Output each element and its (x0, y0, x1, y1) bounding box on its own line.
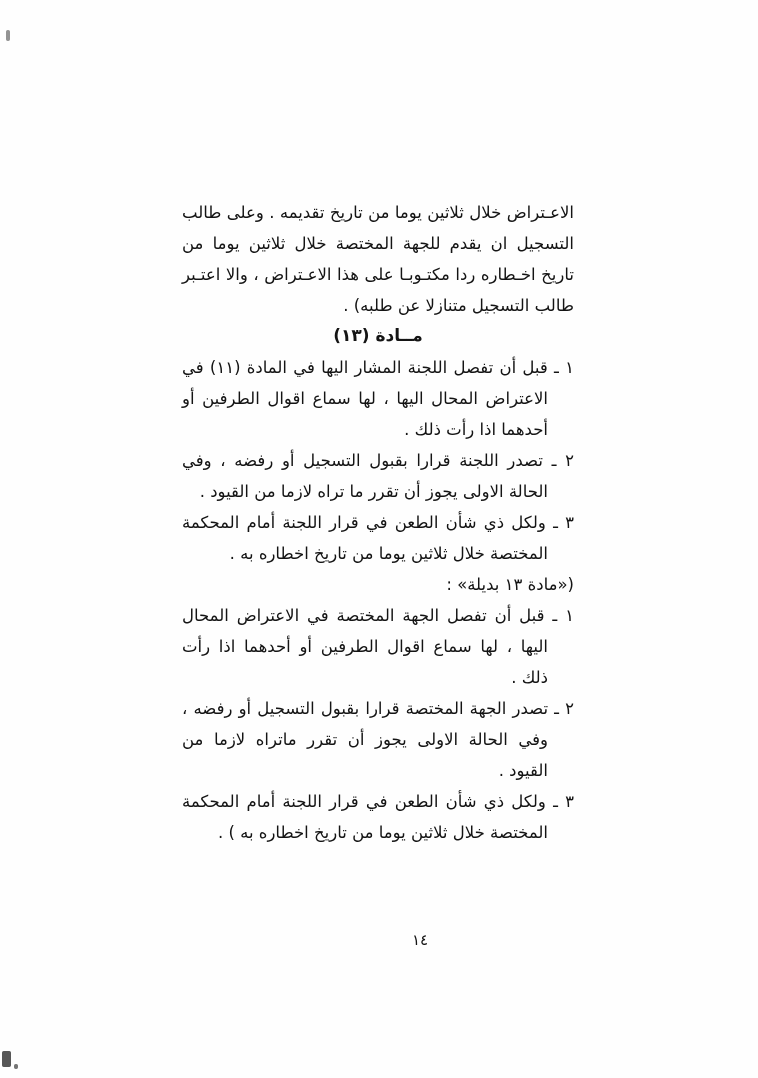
scan-artifact (6, 30, 10, 41)
page-content (182, 197, 574, 848)
alternative-item-2: ٢ ـ تصدر الجهة المختصة قرارا بقبول التسجيل أو رفضه ، وفي الحالة الاولى يجوز أن تقرر ماتراه لازما من القيود . (182, 699, 574, 780)
scan-artifact (2, 1051, 11, 1067)
alternative-item-1: ١ ـ قبل أن تفصل الجهة المختصة في الاعتراض المحال اليها ، لها سماع اقوال الطرفين أو أحدهما اذا رأت ذلك . (182, 606, 574, 687)
article-13-item-1: ١ ـ قبل أن تفصل اللجنة المشار اليها في المادة (١١) في الاعتراض المحال اليها ، لها سماع اقوال الطرفين أو أحدهما اذا رأت ذلك . (182, 358, 575, 439)
paragraph-continuation: الاعـتراض خلال ثلاثين يوما من تاريخ تقديمه . وعلى طالب التسجيل ان يقدم للجهة المختصة خلال ثلاثين يوما من تاريخ اخـطاره ردا مكتـوبـا على هذا الاعـتراض ، والا اعتـبر طالب التسجيل متنازلا عن طلبه) . (182, 203, 574, 315)
page-number: ١٤ (411, 931, 429, 949)
article-13-item-3: ٣ ـ ولكل ذي شأن الطعن في قرار اللجنة أمام المحكمة المختصة خلال ثلاثين يوما من تاريخ اخطاره به . (182, 513, 574, 563)
alternative-item-3: ٣ ـ ولكل ذي شأن الطعن في قرار اللجنة أمام المحكمة المختصة خلال ثلاثين يوما من تاريخ اخطاره به ) . (182, 792, 574, 842)
alternative-article-heading: («مادة ١٣ بديلة» : (446, 575, 574, 594)
scan-artifact (14, 1064, 18, 1069)
article-13-heading: مــادة (١٣) (333, 326, 423, 346)
article-13-item-2: ٢ ـ تصدر اللجنة قرارا بقبول التسجيل أو رفضه ، وفي الحالة الاولى يجوز أن تقرر ما تراه لازما من القيود . (182, 451, 574, 501)
